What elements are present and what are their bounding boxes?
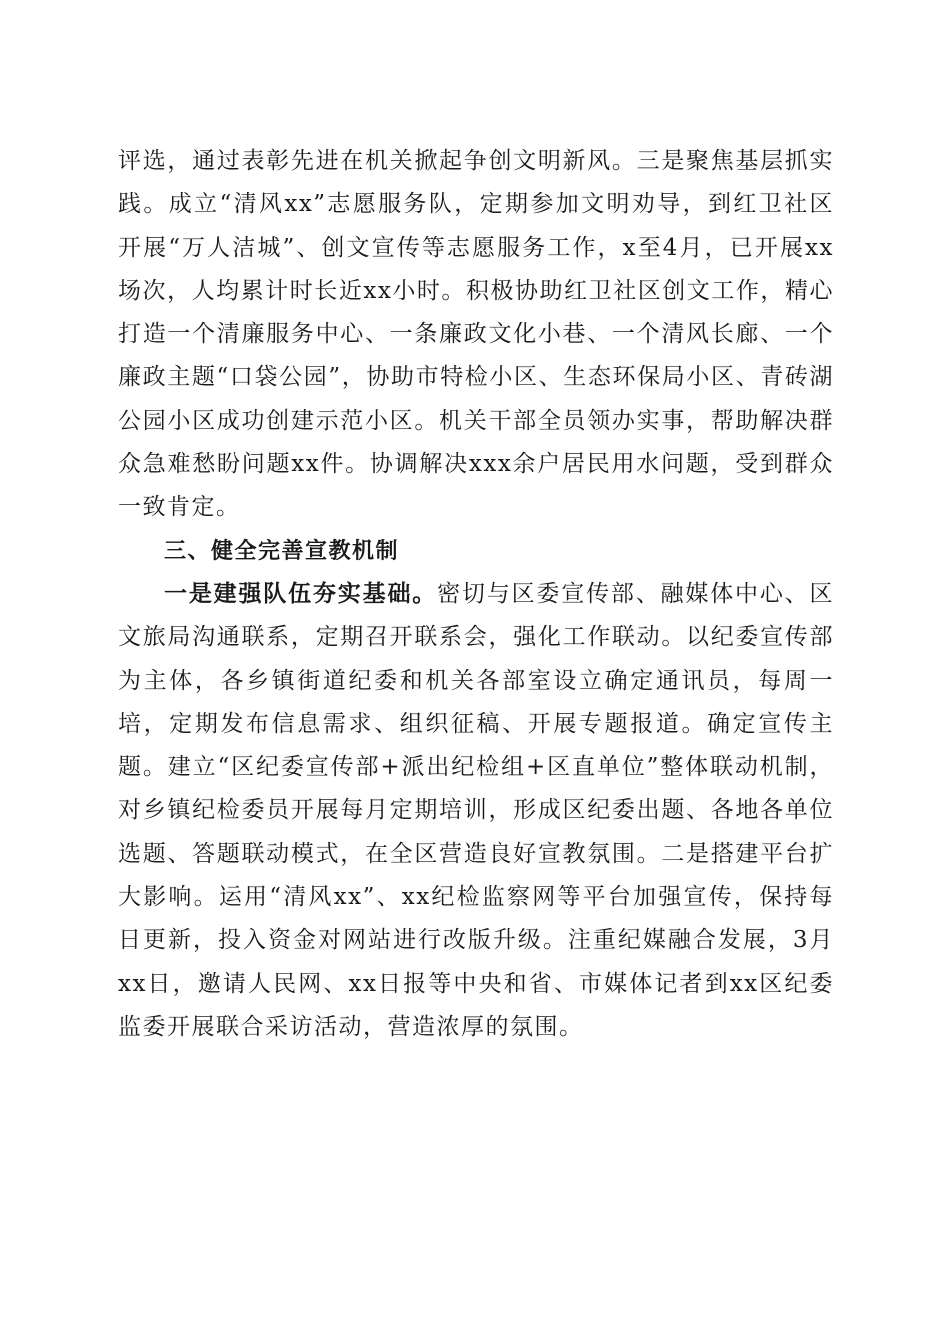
section-heading: 三、健全完善宣教机制: [164, 538, 400, 564]
paragraph-lead-phrase: 一是建强队伍夯实基础。: [164, 580, 438, 607]
continued-paragraph: 评选，通过表彰先进在机关掀起争创文明新风。三是聚焦基层抓实践。成立“清风xx”志愿服务队，定期参加文明劝导，到红卫社区开展“万人洁城”、创文宣传等志愿服务工作，x至4月，已开展xx场次，人均累计时长近xx小时。积极协助红卫社区创文工作，精心打造一个清廉服务中心、一条廉政文化小巷、一个清风长廊、一个廉政主题“口袋公园”，协助市特检小区、生态环保局小区、青砖湖公园小区成功创建示范小区。机关干部全员领办实事，帮助解决群众急难愁盼问题xx件。协调解决xxx余户居民用水问题，受到群众一致肯定。: [118, 148, 834, 521]
body-paragraph: [118, 573, 834, 1049]
paragraph-body-text: 密切与区委宣传部、融媒体中心、区文旅局沟通联系，定期召开联系会，强化工作联动。以纪委宣传部为主体，各乡镇街道纪委和机关各部室设立确定通讯员，每周一培，定期发布信息需求、组织征稿、开展专题报道。确定宣传主题。建立“区纪委宣传部+派出纪检组+区直单位”整体联动机制，对乡镇纪检委员开展每月定期培训，形成区纪委出题、各地各单位选题、答题联动模式，在全区营造良好宣教氛围。二是搭建平台扩大影响。运用“清风xx”、xx纪检监察网等平台加强宣传，保持每日更新，投入资金对网站进行改版升级。注重纪媒融合发展，3月xx日，邀请人民网、xx日报等中央和省、市媒体记者到xx区纪委监委开展联合采访活动，营造浓厚的氛围。: [118, 580, 835, 1040]
document-body: [118, 140, 834, 1049]
